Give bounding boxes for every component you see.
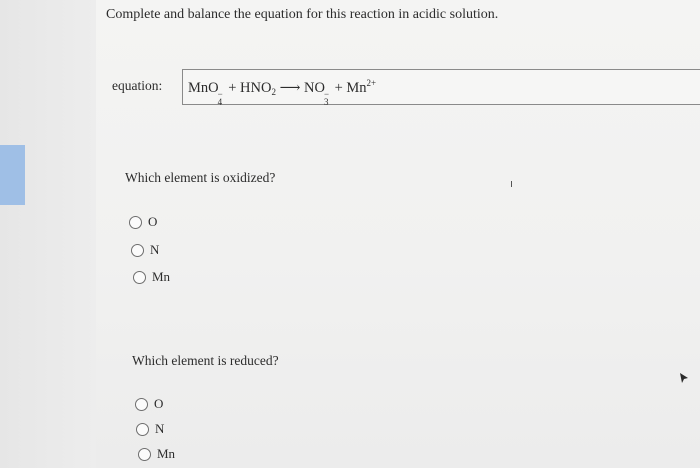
left-gutter (0, 0, 96, 468)
radio-button[interactable] (138, 448, 151, 461)
option-label: N (155, 421, 165, 436)
reduced-question: Which element is reduced? (132, 353, 279, 368)
radio-button[interactable] (136, 423, 149, 436)
reduced-option-o[interactable] (135, 396, 163, 412)
equation-term-permanganate: MnO (188, 80, 219, 96)
equation-term-nitrous-acid: + HNO (228, 80, 272, 96)
equation-text: MnO − 4 + $HNO_2$ ⟶ NO − 3 + $Mn^{2+}$ (188, 78, 377, 107)
radio-button[interactable] (133, 271, 146, 284)
question-page (96, 0, 700, 468)
oxidized-option-n[interactable] (131, 242, 159, 258)
equation-term-manganese: + Mn (334, 80, 367, 96)
side-tab[interactable] (0, 145, 25, 205)
reduced-option-mn[interactable] (138, 446, 175, 462)
radio-button[interactable] (135, 398, 148, 411)
oxidized-question: Which element is oxidized? (125, 170, 276, 185)
option-label: N (150, 242, 160, 257)
text-cursor (511, 181, 512, 187)
option-label: Mn (152, 269, 171, 284)
oxidized-option-o[interactable] (129, 214, 157, 230)
equation-term-nitrate: NO (304, 80, 325, 96)
radio-button[interactable] (131, 244, 144, 257)
equation-field[interactable] (182, 69, 700, 105)
mouse-pointer-icon (679, 372, 689, 384)
option-label: Mn (157, 446, 176, 461)
reaction-arrow: ⟶ (279, 80, 301, 96)
option-label: O (154, 396, 164, 411)
instruction-text: Complete and balance the equation for this reaction in acidic solution. (106, 7, 499, 22)
oxidized-option-mn[interactable] (133, 269, 170, 285)
radio-button[interactable] (129, 216, 142, 229)
reduced-option-n[interactable] (136, 421, 164, 437)
equation-label: equation: (112, 78, 163, 93)
option-label: O (148, 214, 158, 229)
